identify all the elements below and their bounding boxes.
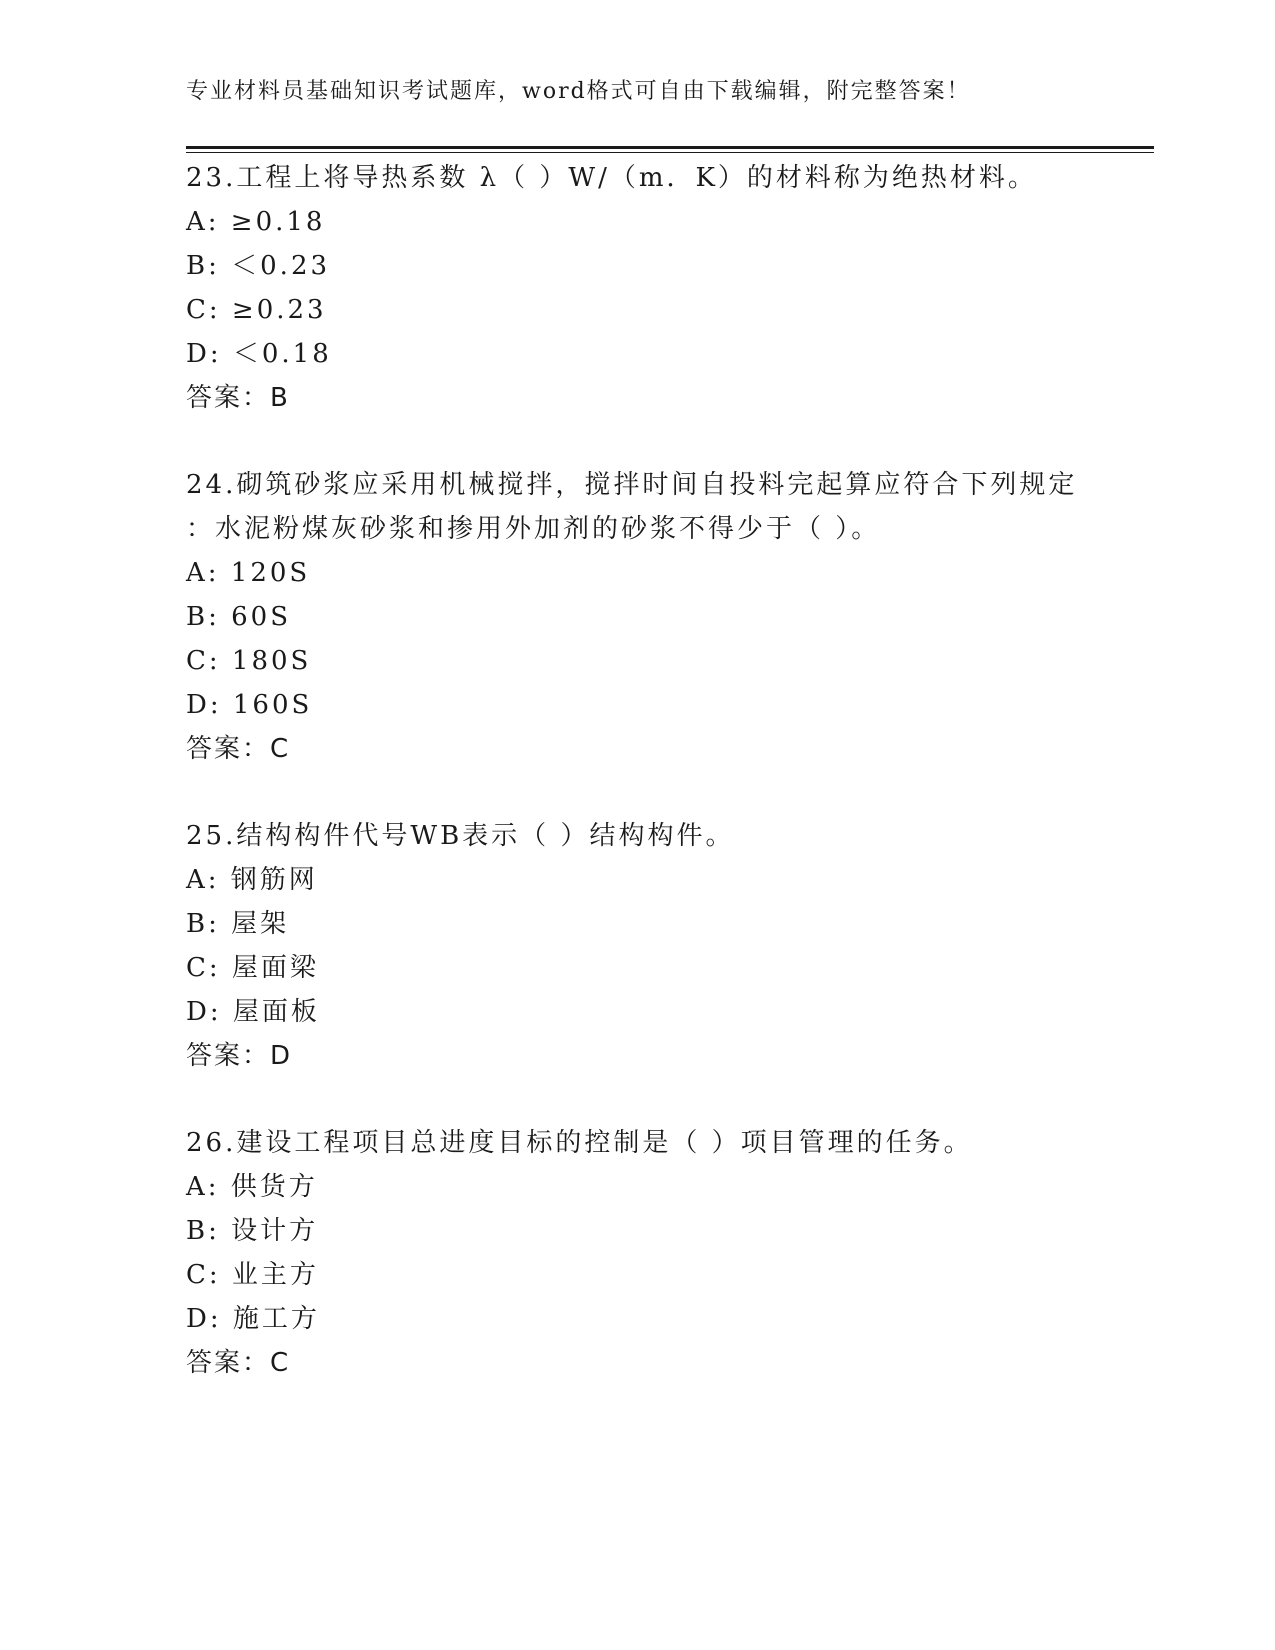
page-header: 专业材料员基础知识考试题库，word格式可自由下载编辑，附完整答案！ — [186, 79, 971, 104]
question-26-answer: 答案：C — [186, 1348, 291, 1378]
question-24-option-c: C: 180S — [186, 646, 312, 676]
header-rule-thin — [186, 152, 1154, 153]
header-rule-thick — [186, 146, 1154, 149]
question-24-option-b: B: 60S — [186, 602, 292, 632]
question-26-option-a: A: 供货方 — [186, 1172, 318, 1202]
question-24-stem-line-2: ：水泥粉煤灰砂浆和掺用外加剂的砂浆不得少于（ ）。 — [186, 514, 881, 544]
question-24-stem-line-1: 24.砌筑砂浆应采用机械搅拌，搅拌时间自投料完起算应符合下列规定 — [186, 470, 1078, 500]
question-24-option-a: A: 120S — [186, 558, 311, 588]
question-23-option-d: D: ＜0.18 — [186, 339, 332, 369]
question-23-option-b: B: ＜0.23 — [186, 251, 331, 281]
question-23-stem: 23.工程上将导热系数 λ（ ）W/（m．K）的材料称为绝热材料。 — [186, 163, 1037, 193]
question-23-option-a: A: ≥0.18 — [186, 207, 326, 237]
question-25-answer: 答案：D — [186, 1041, 293, 1071]
question-25-option-d: D: 屋面板 — [186, 997, 320, 1027]
question-26-option-d: D: 施工方 — [186, 1304, 320, 1334]
question-26-option-c: C: 业主方 — [186, 1260, 319, 1290]
question-25-stem: 25.结构构件代号WB表示（ ）结构构件。 — [186, 821, 735, 851]
question-25-option-a: A: 钢筋网 — [186, 865, 318, 895]
question-23-option-c: C: ≥0.23 — [186, 295, 327, 325]
question-26-option-b: B: 设计方 — [186, 1216, 319, 1246]
question-24-option-d: D: 160S — [186, 690, 313, 720]
question-23-answer: 答案：B — [186, 383, 290, 413]
question-25-option-c: C: 屋面梁 — [186, 953, 319, 983]
question-25-option-b: B: 屋架 — [186, 909, 290, 939]
question-24-answer: 答案：C — [186, 734, 291, 764]
question-26-stem: 26.建设工程项目总进度目标的控制是（ ）项目管理的任务。 — [186, 1128, 973, 1158]
